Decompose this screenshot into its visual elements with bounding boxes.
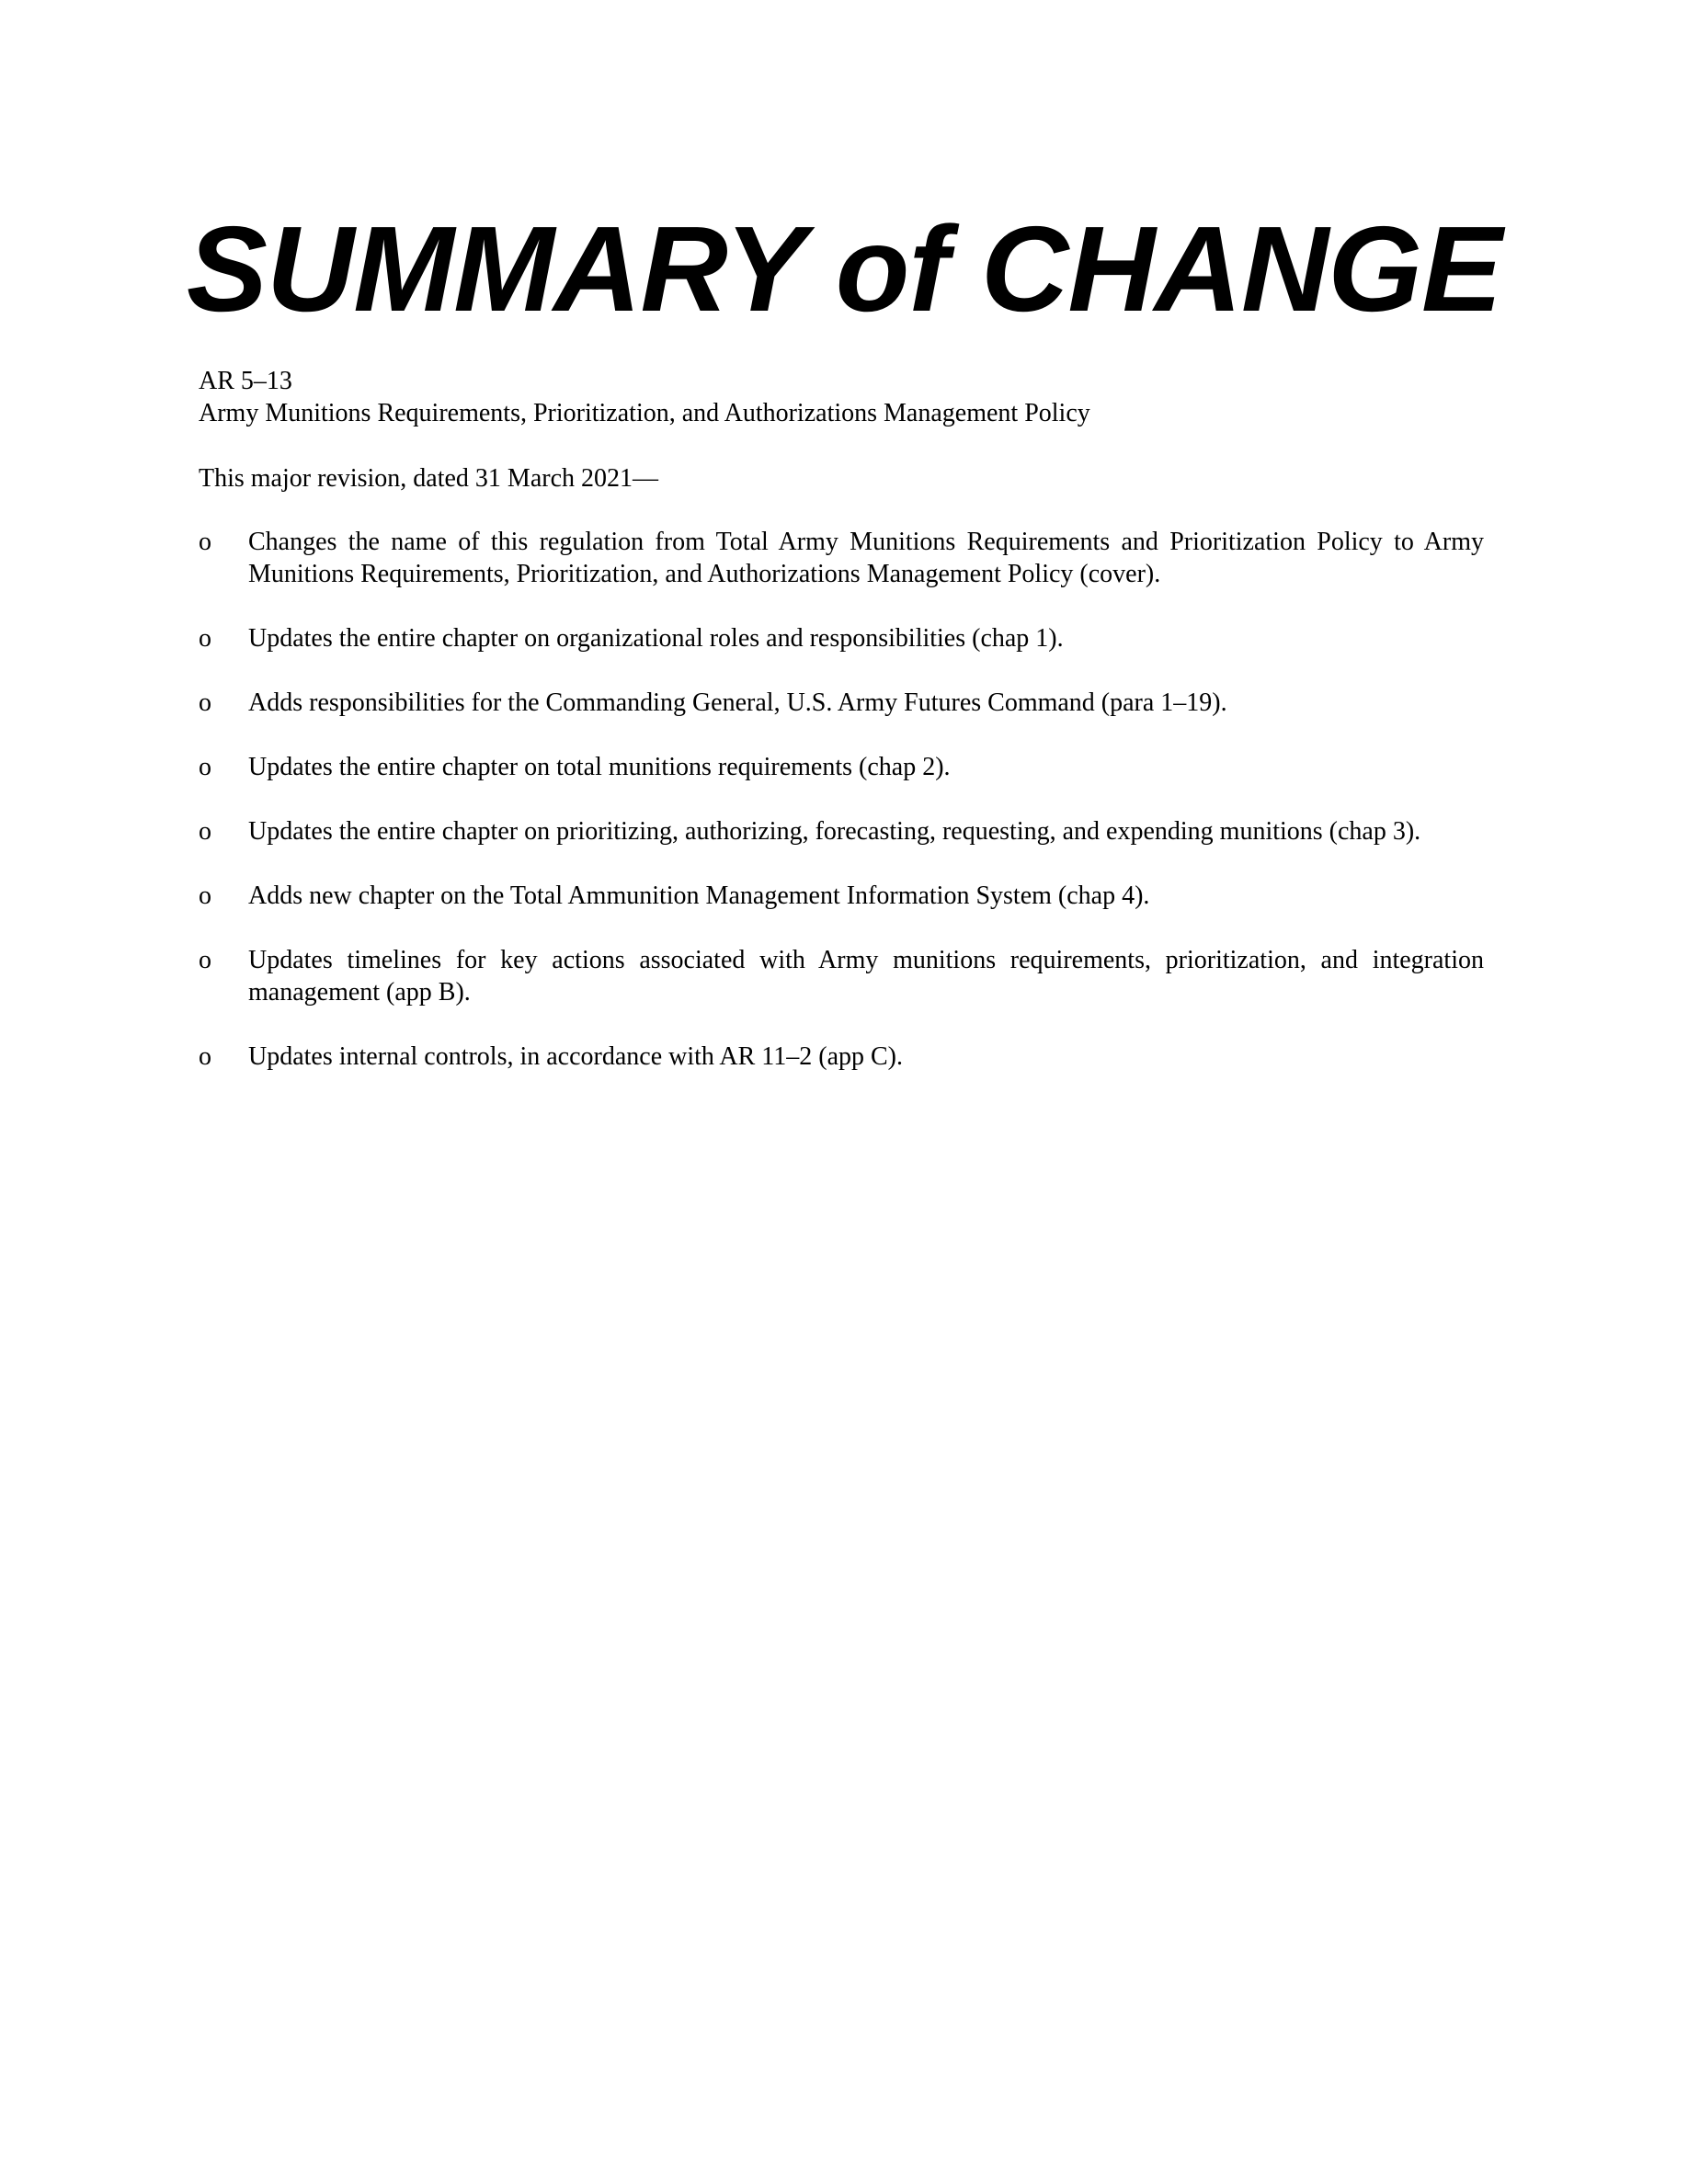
change-item (199, 687, 1484, 719)
change-text: Updates the entire chapter on organizational roles and responsibilities (chap 1). (248, 624, 1064, 653)
change-list (199, 526, 1484, 1105)
change-text: Updates timelines for key actions associated with Army munitions requirements, prioritization, and integration management (app B). (248, 946, 1484, 1007)
document-number: AR 5–13 (199, 367, 292, 395)
change-text: Adds new chapter on the Total Ammunition Management Information System (chap 4). (248, 882, 1150, 910)
change-text: Updates internal controls, in accordance with AR 11–2 (app C). (248, 1042, 903, 1071)
change-text: Adds responsibilities for the Commanding General, U.S. Army Futures Command (para 1–19). (248, 688, 1227, 717)
change-item (199, 622, 1484, 654)
change-item (199, 880, 1484, 912)
document-subtitle: Army Munitions Requirements, Prioritization, and Authorizations Management Policy (199, 399, 1090, 427)
bullet-glyph: o (199, 688, 211, 717)
change-item (199, 1041, 1484, 1073)
bullet-glyph: o (199, 882, 211, 910)
bullet-glyph: o (199, 753, 211, 781)
bullet-glyph: o (199, 946, 211, 974)
change-text: Updates the entire chapter on total munitions requirements (chap 2). (248, 753, 951, 781)
change-text: Changes the name of this regulation from Total Army Munitions Requirements and Prioritization Policy to Army Munitions Requirements, Prioritization, and Authorizations Management Policy (cover). (248, 528, 1484, 588)
change-text: Updates the entire chapter on prioritizing, authorizing, forecasting, requesting, and expending munitions (chap 3). (248, 817, 1421, 846)
page-title: SUMMARY of CHANGE (186, 201, 1502, 336)
change-item (199, 751, 1484, 783)
change-item (199, 526, 1484, 590)
bullet-glyph: o (199, 1042, 211, 1071)
change-item (199, 815, 1484, 847)
bullet-glyph: o (199, 624, 211, 653)
bullet-glyph: o (199, 528, 211, 556)
revision-statement: This major revision, dated 31 March 2021— (199, 464, 659, 493)
bullet-glyph: o (199, 817, 211, 846)
change-item (199, 944, 1484, 1008)
